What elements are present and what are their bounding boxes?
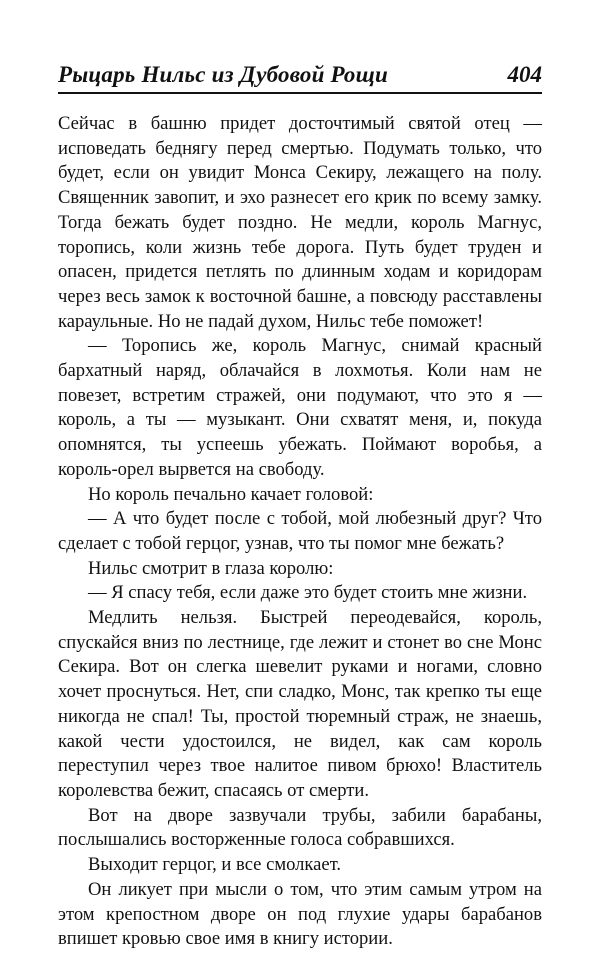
paragraph-4: — А что будет после с тобой, мой любезный друг? Что сделает с тобой герцог, узнав, что ты помог мне бежать? xyxy=(58,508,542,554)
paragraph-1: Сейчас в башню придет досточтимый святой отец — исповедать беднягу перед смертью. Подумать только, что будет, если он увидит Монса Секиру, лежащего на полу. Священник завопит, и эхо разнесет его крик по всему замку. Тогда бежать будет поздно. Не медли, король Магнус, торопись, коли жизнь тебе дорога. Путь будет труден и опасен, придется петлять по длинным ходам и коридорам через весь замок к восточной башне, а повсюду расставлены караульные. Но не падай духом, Нильс тебе поможет! xyxy=(58,113,542,332)
paragraph-10: Он ликует при мысли о том, что этим самым утром на этом крепостном дворе он под глухие удары барабанов впишет кровью свое имя в книгу истории. xyxy=(58,878,542,950)
body-text xyxy=(58,112,542,952)
paragraph-8: Вот на дворе зазвучали трубы, забили барабаны, послышались восторженные голоса собравшихся. xyxy=(58,804,542,851)
running-head-title: Рыцарь Нильс из Дубовой Рощи xyxy=(58,62,388,87)
paragraph-2: — Торопись же, король Магнус, снимай красный бархатный наряд, облачайся в лохмотья. Коли нам не повезет, встретим стражей, они подумают, что это я — король, а ты — музыкант. Они схватят меня, и, покуда опомнятся, ты успеешь убежать. Поймают воробья, а король-орел вырвется на свободу. xyxy=(58,335,542,480)
paragraph-9: Выходит герцог, и все смолкает. xyxy=(88,854,342,876)
running-head xyxy=(58,58,542,98)
header-rule xyxy=(58,92,542,94)
paragraph-7: Медлить нельзя. Быстрей переодевайся, король, спускайся вниз по лестнице, где лежит и стонет во сне Монс Секира. Вот он слегка шевелит руками и ногами, словно хочет проснуться. Нет, спи сладко, Монс, так крепко ты еще никогда не спал! Ты, простой тюремный страж, не знаешь, какой чести удостоился, не видел, как сам король переступил через твое налитое пивом брюхо! Властитель королевства бежит, спасаясь от смерти. xyxy=(58,607,542,801)
paragraph-3: Но король печально качает головой: xyxy=(88,483,374,505)
paragraph-6: — Я спасу тебя, если даже это будет стоить мне жизни. xyxy=(88,582,528,604)
paragraph-5: Нильс смотрит в глаза королю: xyxy=(88,557,334,579)
page-number: 404 xyxy=(507,62,542,87)
